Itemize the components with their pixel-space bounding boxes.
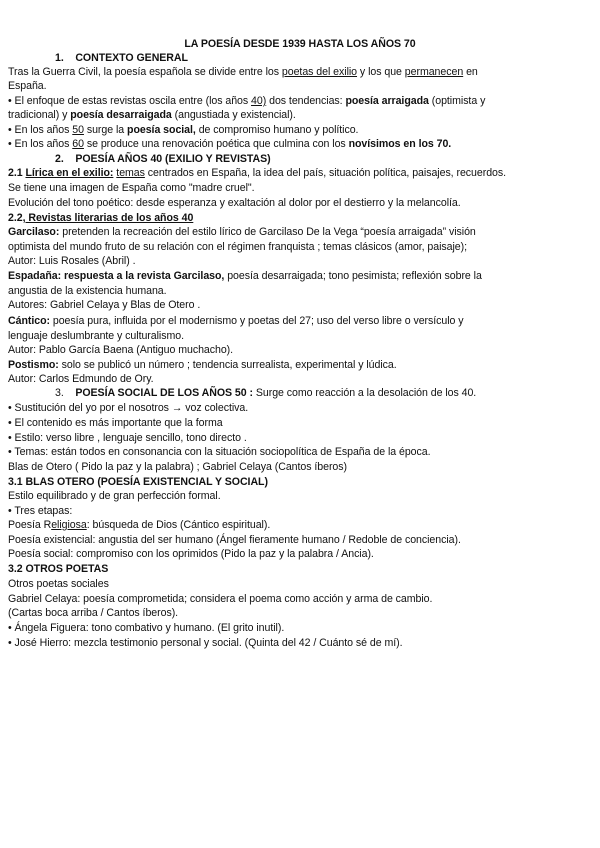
page-title: LA POESÍA DESDE 1939 HASTA LOS AÑOS 70 xyxy=(184,38,416,50)
section-1-heading: 1. CONTEXTO GENERAL xyxy=(55,52,188,64)
cantico-author: Autor: Pablo García Baena (Antiguo muchacho). xyxy=(8,344,234,356)
social-bullet: • El contenido es más importante que la forma xyxy=(8,417,223,429)
espadana-entry: Espadaña: respuesta a la revista Garcilaso, poesía desarraigada; tono pesimista; reflexión sobre la xyxy=(8,270,482,282)
bullet-40s: • El enfoque de estas revistas oscila entre (los años 40) dos tendencias: poesía arraigada (optimista y xyxy=(8,95,486,107)
espadana-authors: Autores: Gabriel Celaya y Blas de Otero . xyxy=(8,299,201,311)
bullet-50s: • En los años 50 surge la poesía social, de compromiso humano y político. xyxy=(8,124,359,136)
postismo-entry: Postismo: solo se publicó un número ; tendencia surrealista, experimental y lúdica. xyxy=(8,359,397,371)
blas-otero-existential: Poesía existencial: angustia del ser humano (Ángel fieramente humano / Redoble de conciencia). xyxy=(8,534,461,546)
blas-otero-stages: • Tres etapas: xyxy=(8,505,73,517)
blas-otero-heading: 3.1 BLAS OTERO (POESÍA EXISTENCIAL Y SOCIAL) xyxy=(8,476,268,488)
bullet-60s: • En los años 60 se produce una renovación poética que culmina con los novísimos en los 70. xyxy=(8,138,452,150)
garcilaso-line-2: optimista del mundo fruto de su relación con el régimen franquista ; temas clásicos (amor, paisaje); xyxy=(8,241,467,253)
garcilaso-entry: Garcilaso: pretenden la recreación del estilo lírico de Garcilaso De la Vega “poesía arraigada” visión xyxy=(8,226,476,238)
section-2-heading: 2. POESÍA AÑOS 40 (EXILIO Y REVISTAS) xyxy=(55,153,271,165)
figuera-entry: • Ángela Figuera: tono combativo y humano. (El grito inutil). xyxy=(8,622,285,634)
social-bullet: • Temas: están todos en consonancia con la situación sociopolítica de España de la época. xyxy=(8,446,431,458)
section-3-heading: 3. POESÍA SOCIAL DE LOS AÑOS 50 : Surge como reacción a la desolación de los 40. xyxy=(55,387,477,399)
social-bullet: • Sustitución del yo por el nosotros → voz colectiva. xyxy=(8,402,249,414)
cantico-entry: Cántico: poesía pura, influida por el modernismo y poetas del 27; uso del verso libre o versículo y xyxy=(8,315,464,327)
cantico-line-2: lenguaje deslumbrante y culturalismo. xyxy=(8,330,184,342)
other-poets-heading: 3.2 OTROS POETAS xyxy=(8,563,109,575)
context-paragraph-line-2: España. xyxy=(8,80,47,92)
hierro-entry: • José Hierro: mezcla testimonio personal y social. (Quinta del 42 / Cuánto sé de mí). xyxy=(8,637,403,649)
exile-lyric-line-2: Se tiene una imagen de España como "madre cruel". xyxy=(8,182,255,194)
context-paragraph: Tras la Guerra Civil, la poesía española se divide entre los poetas del exilio y los que permanecen en xyxy=(8,66,478,78)
blas-otero-style: Estilo equilibrado y de gran perfección formal. xyxy=(8,490,221,502)
celaya-entry: Gabriel Celaya: poesía comprometida; considera el poema como acción y arma de cambio. xyxy=(8,593,433,605)
blas-otero-religious: Poesía Religiosa: búsqueda de Dios (Cántico espiritual). xyxy=(8,519,271,531)
social-authors: Blas de Otero ( Pido la paz y la palabra) ; Gabriel Celaya (Cantos íberos) xyxy=(8,461,347,473)
celaya-works: (Cartas boca arriba / Cantos íberos). xyxy=(8,607,179,619)
exile-lyric: 2.1 Lírica en el exilio: temas centrados en España, la idea del país, situación política, paisajes, recuerdos. xyxy=(8,167,507,179)
magazines-heading: 2.2, Revistas literarias de los años 40 xyxy=(8,212,194,224)
blas-otero-social: Poesía social: compromiso con los oprimidos (Pido la paz y la palabra / Ancia). xyxy=(8,548,374,560)
exile-lyric-line-3: Evolución del tono poético: desde esperanza y exaltación al dolor por el destierro y la melancolía. xyxy=(8,197,461,209)
social-bullet: • Estilo: verso libre , lenguaje sencillo, tono directo . xyxy=(8,432,247,444)
espadana-line-2: angustia de la existencia humana. xyxy=(8,285,167,297)
garcilaso-author: Autor: Luis Rosales (Abril) . xyxy=(8,255,136,267)
postismo-author: Autor: Carlos Edmundo de Ory. xyxy=(8,373,154,385)
other-poets-subtitle: Otros poetas sociales xyxy=(8,578,109,590)
bullet-40s-line-2: tradicional) y poesía desarraigada (angustiada y existencial). xyxy=(8,109,296,121)
